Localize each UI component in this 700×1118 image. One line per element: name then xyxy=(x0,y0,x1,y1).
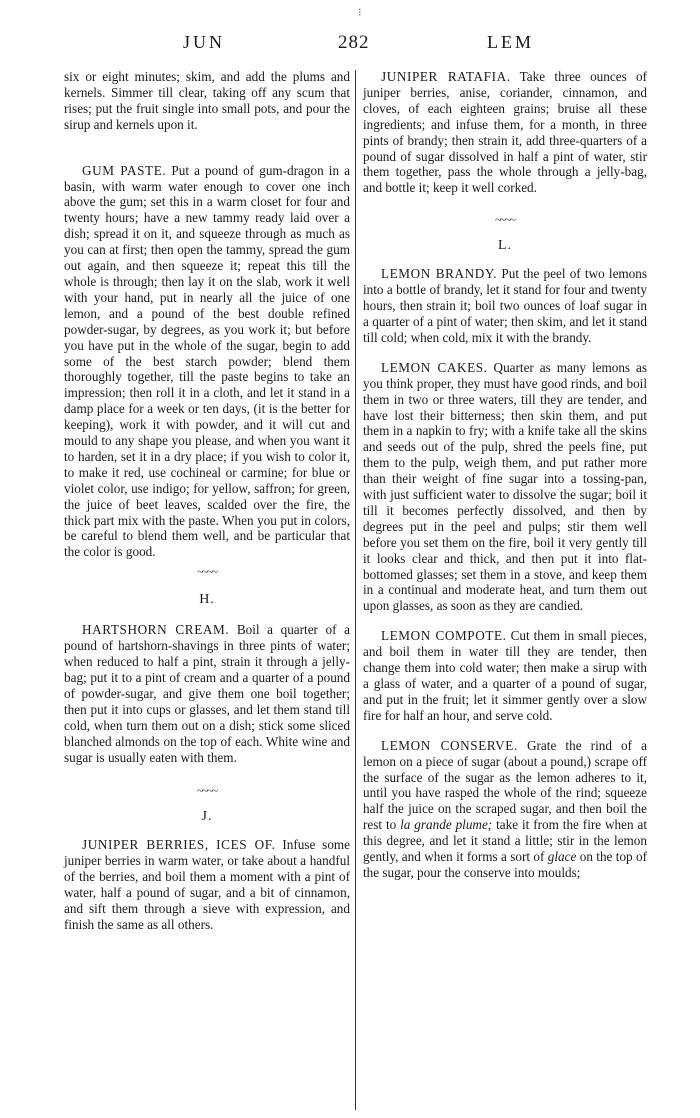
entry-text: on the top of the sugar, pour the conserve into moulds; xyxy=(363,849,648,880)
running-header xyxy=(0,32,700,58)
continuation-text: six or eight minutes; skim, and add the plums and kernels. Simmer till clear, taking off any scum that rises; put the fruit single into small pots, and pour the sirup and kernels upon it. xyxy=(64,69,350,132)
entry-text: take it from the fire when at this degree, and let it stand a little; stir in the lemon gently, and when it forms a sort of xyxy=(363,817,648,865)
italic-term: glace xyxy=(547,849,577,865)
left-column xyxy=(64,69,350,1118)
entry-text: Infuse some juniper berries in warm water, or take about a handful of the berries, and boil them a moment with a pint of water, half a pound of sugar, and a bit of cinnamon, and sift them through a sieve with expression, and finish the same as all others. xyxy=(64,837,351,932)
entry-title: LEMON CONSERVE. xyxy=(381,737,518,753)
entry-lemon-brandy xyxy=(363,266,647,346)
entry-title: JUNIPER RATAFIA. xyxy=(381,69,511,84)
entry-text: Boil a quarter of a pound of hartshorn-shavings in three pints of water; when reduced to half a pint, strain it through a jelly-bag; put it to a pint of cream and a quarter of a pound of powder-sugar, and give them one boil together; then put it into cups or glasses, and let them stand till cold, when turn them out on a dish; stick some sliced blanched almonds on the top of each. White wine and sugar is usually eaten with them. xyxy=(64,622,350,765)
entry-text: Quarter as many lemons as you think proper, they must have good rinds, and boil them in two or three waters, till they are tender, and have lost their bitterness; then skin them, and put them in a napkin to fry; with a knife take all the skins and seeds out of the pulp, shred the peels fine, put them to the pulp, weigh them, and put rather more than their weight of fine sugar into a tossing-pan, with just sufficient water to dissolve the sugar; boil it till it becomes perfectly dissolved, and then by degrees put in the peel and pulps; stir them well before you set them on the fire, boil it very gently till it looks clear and thick, and then put it into flat-bottomed glasses; set them in a stove, and keep them in a continual and moderate heat, and turn them out upon glasses, as soon as they are candied. xyxy=(363,359,648,614)
column-divider xyxy=(355,70,356,1110)
entry-text: Grate the rind of a lemon on a piece of sugar (about a pound,) scrape off the surface of the sugar as the lemon adheres to it, until you have rasped the whole of the rind; squeeze half the juice on the scraped sugar, and then boil the rest to xyxy=(363,737,648,833)
entry-juniper-ratafia xyxy=(363,69,647,196)
entry-title: LEMON CAKES. xyxy=(381,359,488,375)
section-letter-l: L. xyxy=(497,238,513,254)
entry-lemon-compote xyxy=(363,628,647,723)
entry-title: LEMON COMPOTE. xyxy=(381,628,507,644)
page-number: 282 xyxy=(338,32,370,53)
entry-title: JUNIPER BERRIES, ICES OF. xyxy=(82,837,276,853)
entry-lemon-cakes xyxy=(363,360,647,615)
entry-title: GUM PASTE. xyxy=(82,162,167,178)
ornament-divider: ~~~~ xyxy=(197,785,217,798)
entry-gum-paste xyxy=(64,163,350,561)
entry-lemon-conserve xyxy=(363,738,647,881)
italic-term: la grande plume; xyxy=(400,817,493,833)
entry-title: LEMON BRANDY. xyxy=(381,266,498,282)
section-letter-j: J. xyxy=(201,809,213,825)
header-left-guide-word: JUN xyxy=(183,32,226,52)
ornament-divider: ~~~~ xyxy=(197,566,217,579)
spacer xyxy=(64,133,350,163)
spacer xyxy=(363,614,647,628)
entry-hartshorn-cream xyxy=(64,622,350,765)
print-smudge-mark: ⁝ xyxy=(358,7,362,19)
entry-text: Take three ounces of juniper berries, anise, coriander, cinnamon, and cloves, of each eighteen grains; bruise all these ingredients; and infuse them, for a month, in three pints of brandy; then strain it, add three-quarters of a pound of sugar dissolved in half a pint of water, stir them together, pass the whole through a jelly-bag, and bottle it; keep it well corked. xyxy=(363,69,647,196)
right-column xyxy=(363,69,647,1118)
spacer xyxy=(363,724,647,738)
ornament-divider: ~~~~ xyxy=(495,214,515,227)
entry-text: Cut them in small pieces, and boil them in water till they are tender, then change them into cold water; then make a sirup with a glass of water, and a quarter of a pound of sugar, and put in the fruit; let it simmer gently over a slow fire for half an hour, and serve cold. xyxy=(363,628,647,723)
entry-juniper-berries xyxy=(64,837,350,932)
entry-text: Put the peel of two lemons into a bottle of brandy, let it stand for four and twenty hours, then strain it; boil two ounces of loaf sugar in a quarter of a pint of water; then skim, and let it stand till cold; when cold, mix it with the brandy. xyxy=(363,266,648,345)
section-letter-h: H. xyxy=(199,592,215,608)
header-right-guide-word: LEM xyxy=(487,32,534,52)
spacer xyxy=(363,346,647,360)
entry-title: HARTSHORN CREAM. xyxy=(82,622,230,638)
entry-text: Put a pound of gum-dragon in a basin, with warm water enough to cover one inch above the gum; set this in a warm closet for four and twenty hours; have a new tammy ready laid over a dish; spread it on it, and squeeze through as much as you can at first; then open the tammy, spread the gum out again, and then squeeze it; repeat this till the whole is through; then lay it on the slab, work it well with your hand, put in nearly all the juice of one lemon, and a pound of the best double refined powder-sugar, by degrees, as you work it; but before you have put in the whole of the sugar, begin to add some of the best starch powder; blend them thoroughly together, till the paste begins to take an impression; then roll it in a cloth, and let it stand in a damp place for a week or ten days, (it is the better for keeping), work it with powder, and it will cut and mould to any shape you please, and when you want it to harden, set it in a dry place; if you wish to color it, to make it red, use cochineal or carmine; for blue or violet color, use indigo; for yellow, saffron; for green, the juice of beet leaves, scalded over the fire, the thick part mix with the paste. When you put in colors, be careful to blend them well, and be particular that the color is good. xyxy=(64,162,351,560)
